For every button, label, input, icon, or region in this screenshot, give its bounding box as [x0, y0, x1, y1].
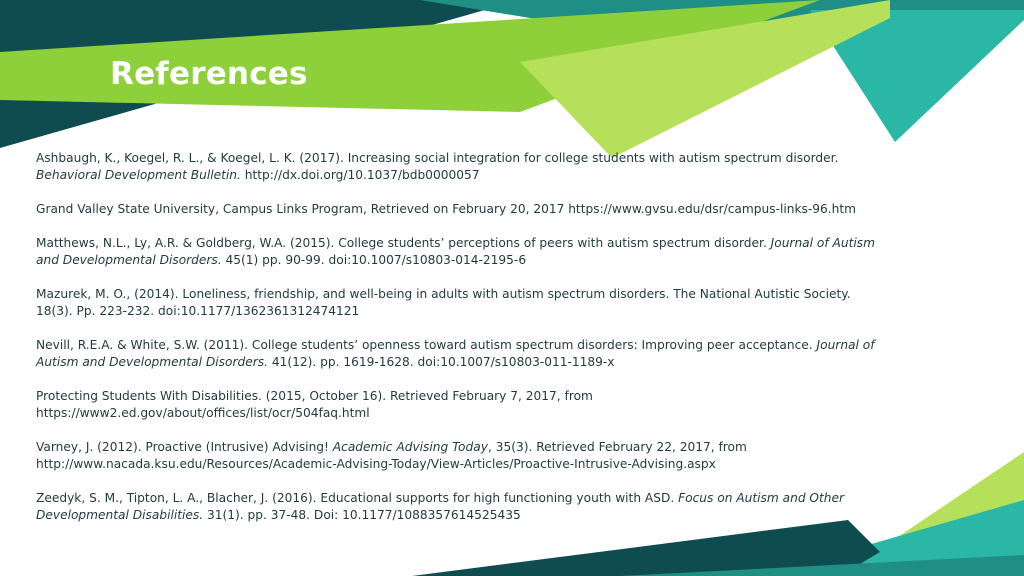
references-list [36, 150, 886, 541]
reference-item [36, 439, 886, 473]
reference-item [36, 150, 886, 184]
reference-item [36, 337, 886, 371]
reference-item [36, 235, 886, 269]
reference-text: Varney, J. (2012). Proactive (Intrusive) Advising! [36, 440, 333, 454]
reference-source: Journal of Autism and Developmental Disorders. [36, 236, 875, 267]
reference-item [36, 201, 886, 218]
reference-text: Ashbaugh, K., Koegel, R. L., & Koegel, L. K. (2017). Increasing social integration for college students with autism spectrum disorder. [36, 151, 839, 165]
reference-text: Matthews, N.L., Ly, A.R. & Goldberg, W.A. (2015). College students’ perceptions of peers with autism spectrum disorder. [36, 236, 771, 250]
reference-text: Nevill, R.E.A. & White, S.W. (2011). College students’ openness toward autism spectrum disorders: Improving peer acceptance. [36, 338, 817, 352]
reference-source: Behavioral Development Bulletin. [36, 168, 241, 182]
reference-doi: 31(1). pp. 37-48. Doi: 10.1177/1088357614525435 [203, 508, 521, 522]
reference-doi: , 35(3). Retrieved February 22, 2017, from http://www.nacada.ksu.edu/Resources/Academic-Advising-Today/View-Articles/Proactive-Intrusive-Advising.aspx [36, 440, 747, 471]
reference-text: Zeedyk, S. M., Tipton, L. A., Blacher, J. (2016). Educational supports for high functioning youth with ASD. [36, 491, 679, 505]
reference-source: Journal of Autism and Developmental Disorders. [36, 338, 875, 369]
reference-item [36, 388, 886, 422]
reference-item [36, 286, 886, 320]
reference-doi: http://dx.doi.org/10.1037/bdb0000057 [240, 168, 480, 182]
slide-title: References [110, 56, 308, 92]
reference-item [36, 490, 886, 524]
reference-doi: 45(1) pp. 90-99. doi:10.1007/s10803-014-2195-6 [221, 253, 527, 267]
reference-text: Grand Valley State University, Campus Links Program, Retrieved on February 20, 2017 https://www.gvsu.edu/dsr/campus-links-96.htm [36, 202, 857, 216]
reference-text: Mazurek, M. O., (2014). Loneliness, friendship, and well-being in adults with autism spectrum disorders. The National Autistic Society. 18(3). Pp. 223-232. doi:10.1177/1362361312474121 [36, 287, 851, 318]
reference-text: Protecting Students With Disabilities. (2015, October 16). Retrieved February 7, 2017, from https://www2.ed.gov/about/offices/list/ocr/504faq.html [36, 389, 593, 420]
reference-source: Academic Advising Today [332, 440, 488, 454]
reference-source: Focus on Autism and Other Developmental Disabilities. [36, 491, 845, 522]
reference-doi: 41(12). pp. 1619-1628. doi:10.1007/s10803-011-1189-x [267, 355, 615, 369]
